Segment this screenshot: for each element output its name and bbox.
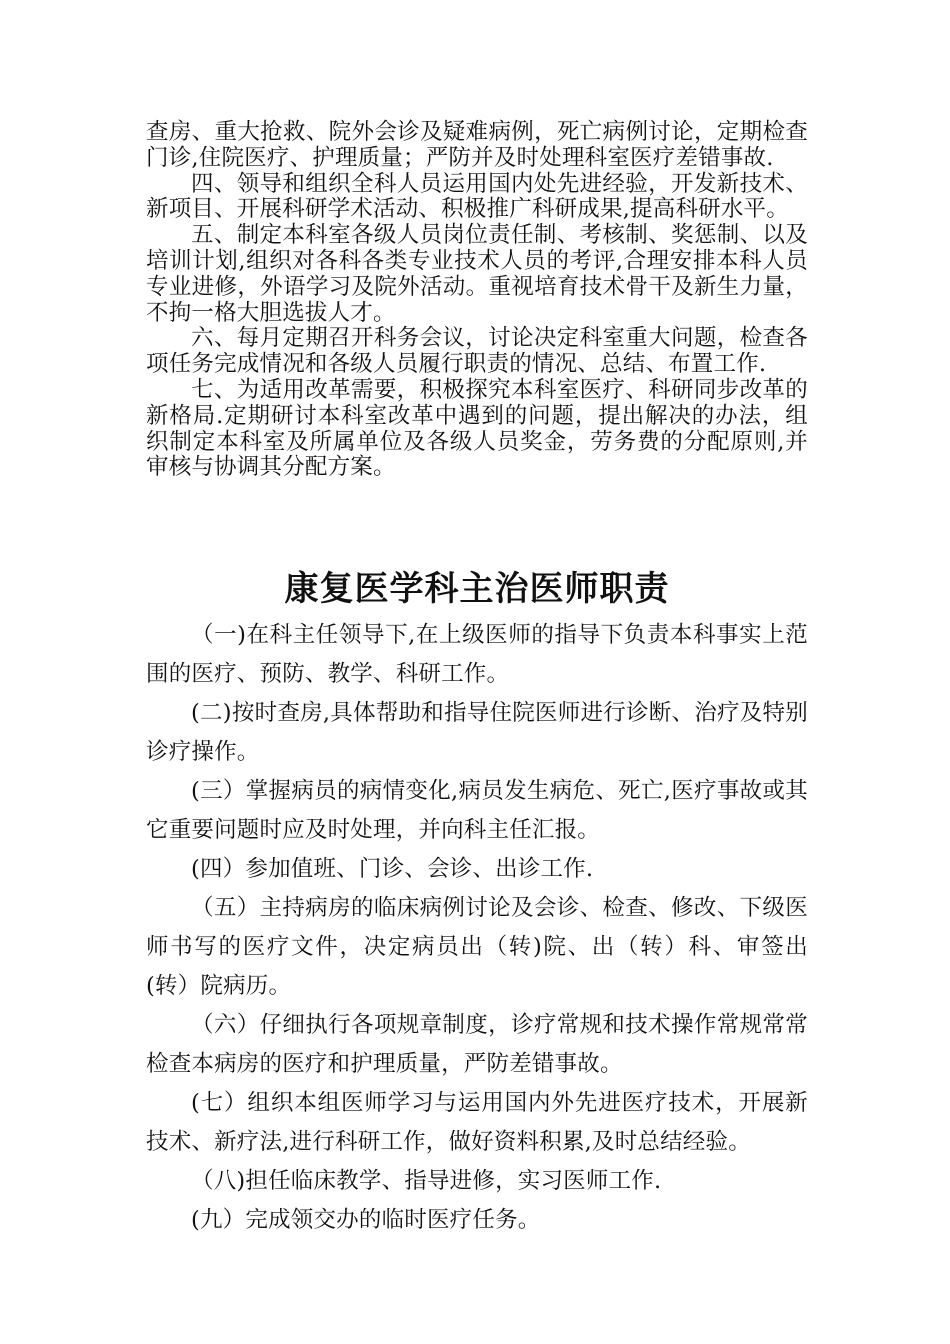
duty-item-6: （六）仔细执行各项规章制度，诊疗常规和技术操作常规常常检查本病房的医疗和护理质量，严防差错事故。 [146,1012,808,1077]
duty-item-2: (二)按时查房,具体帮助和指导住院医师进行诊断、治疗及特别诊疗操作。 [146,700,808,765]
continued-duties-section [146,120,808,481]
paragraph-item-7: 七、为适用改革需要，积极探究本科室医疗、科研同步改革的新格局.定期研讨本科室改革中遇到的问题，提出解决的办法，组织制定本科室及所属单位及各级人员奖金，劳务费的分配原则,并审核与协调其分配方案。 [146,376,808,481]
duty-item-1: （一)在科主任领导下,在上级医师的指导下负责本科事实上范围的医疗、预防、教学、科研工作。 [146,622,808,687]
duty-item-8: （八)担任临床教学、指导进修，实习医师工作. [191,1168,662,1194]
attending-physician-duties [146,616,808,1240]
duty-item-9: (九）完成领交办的临时医疗任务。 [191,1207,541,1233]
section-title: 康复医学科主治医师职责 [284,569,670,609]
paragraph-item-5: 五、制定本科室各级人员岗位责任制、考核制、奖惩制、以及培训计划,组织对各科各类专业技术人员的考评,合理安排本科人员专业进修，外语学习及院外活动。重视培育技术骨干及新生力量，不拘一格大胆选拔人才。 [146,222,808,326]
paragraph-continued: 查房、重大抢救、院外会诊及疑难病例，死亡病例讨论，定期检查门诊,住院医疗、护理质量；严防并及时处理科室医疗差错事故. [146,119,808,171]
duty-item-5: （五）主持病房的临床病例讨论及会诊、检查、修改、下级医师书写的医疗文件，决定病员出（转)院、出（转）科、审签出(转）院病历。 [146,895,808,999]
paragraph-item-6: 六、每月定期召开科务会议，讨论决定科室重大问题，检查各项任务完成情况和各级人员履行职责的情况、总结、布置工作. [146,325,808,378]
duty-item-7: (七）组织本组医师学习与运用国内外先进医疗技术，开展新技术、新疗法,进行科研工作，做好资料积累,及时总结经验。 [146,1090,808,1155]
duty-item-4: (四）参加值班、门诊、会诊、出诊工作. [191,856,594,882]
duty-item-3: (三）掌握病员的病情变化,病员发生病危、死亡,医疗事故或其它重要问题时应及时处理，并向科主任汇报。 [146,778,808,843]
paragraph-item-4: 四、领导和组织全科人员运用国内处先进经验，开发新技术、新项目、开展科研学术活动、积极推广科研成果,提高科研水平。 [146,170,808,223]
